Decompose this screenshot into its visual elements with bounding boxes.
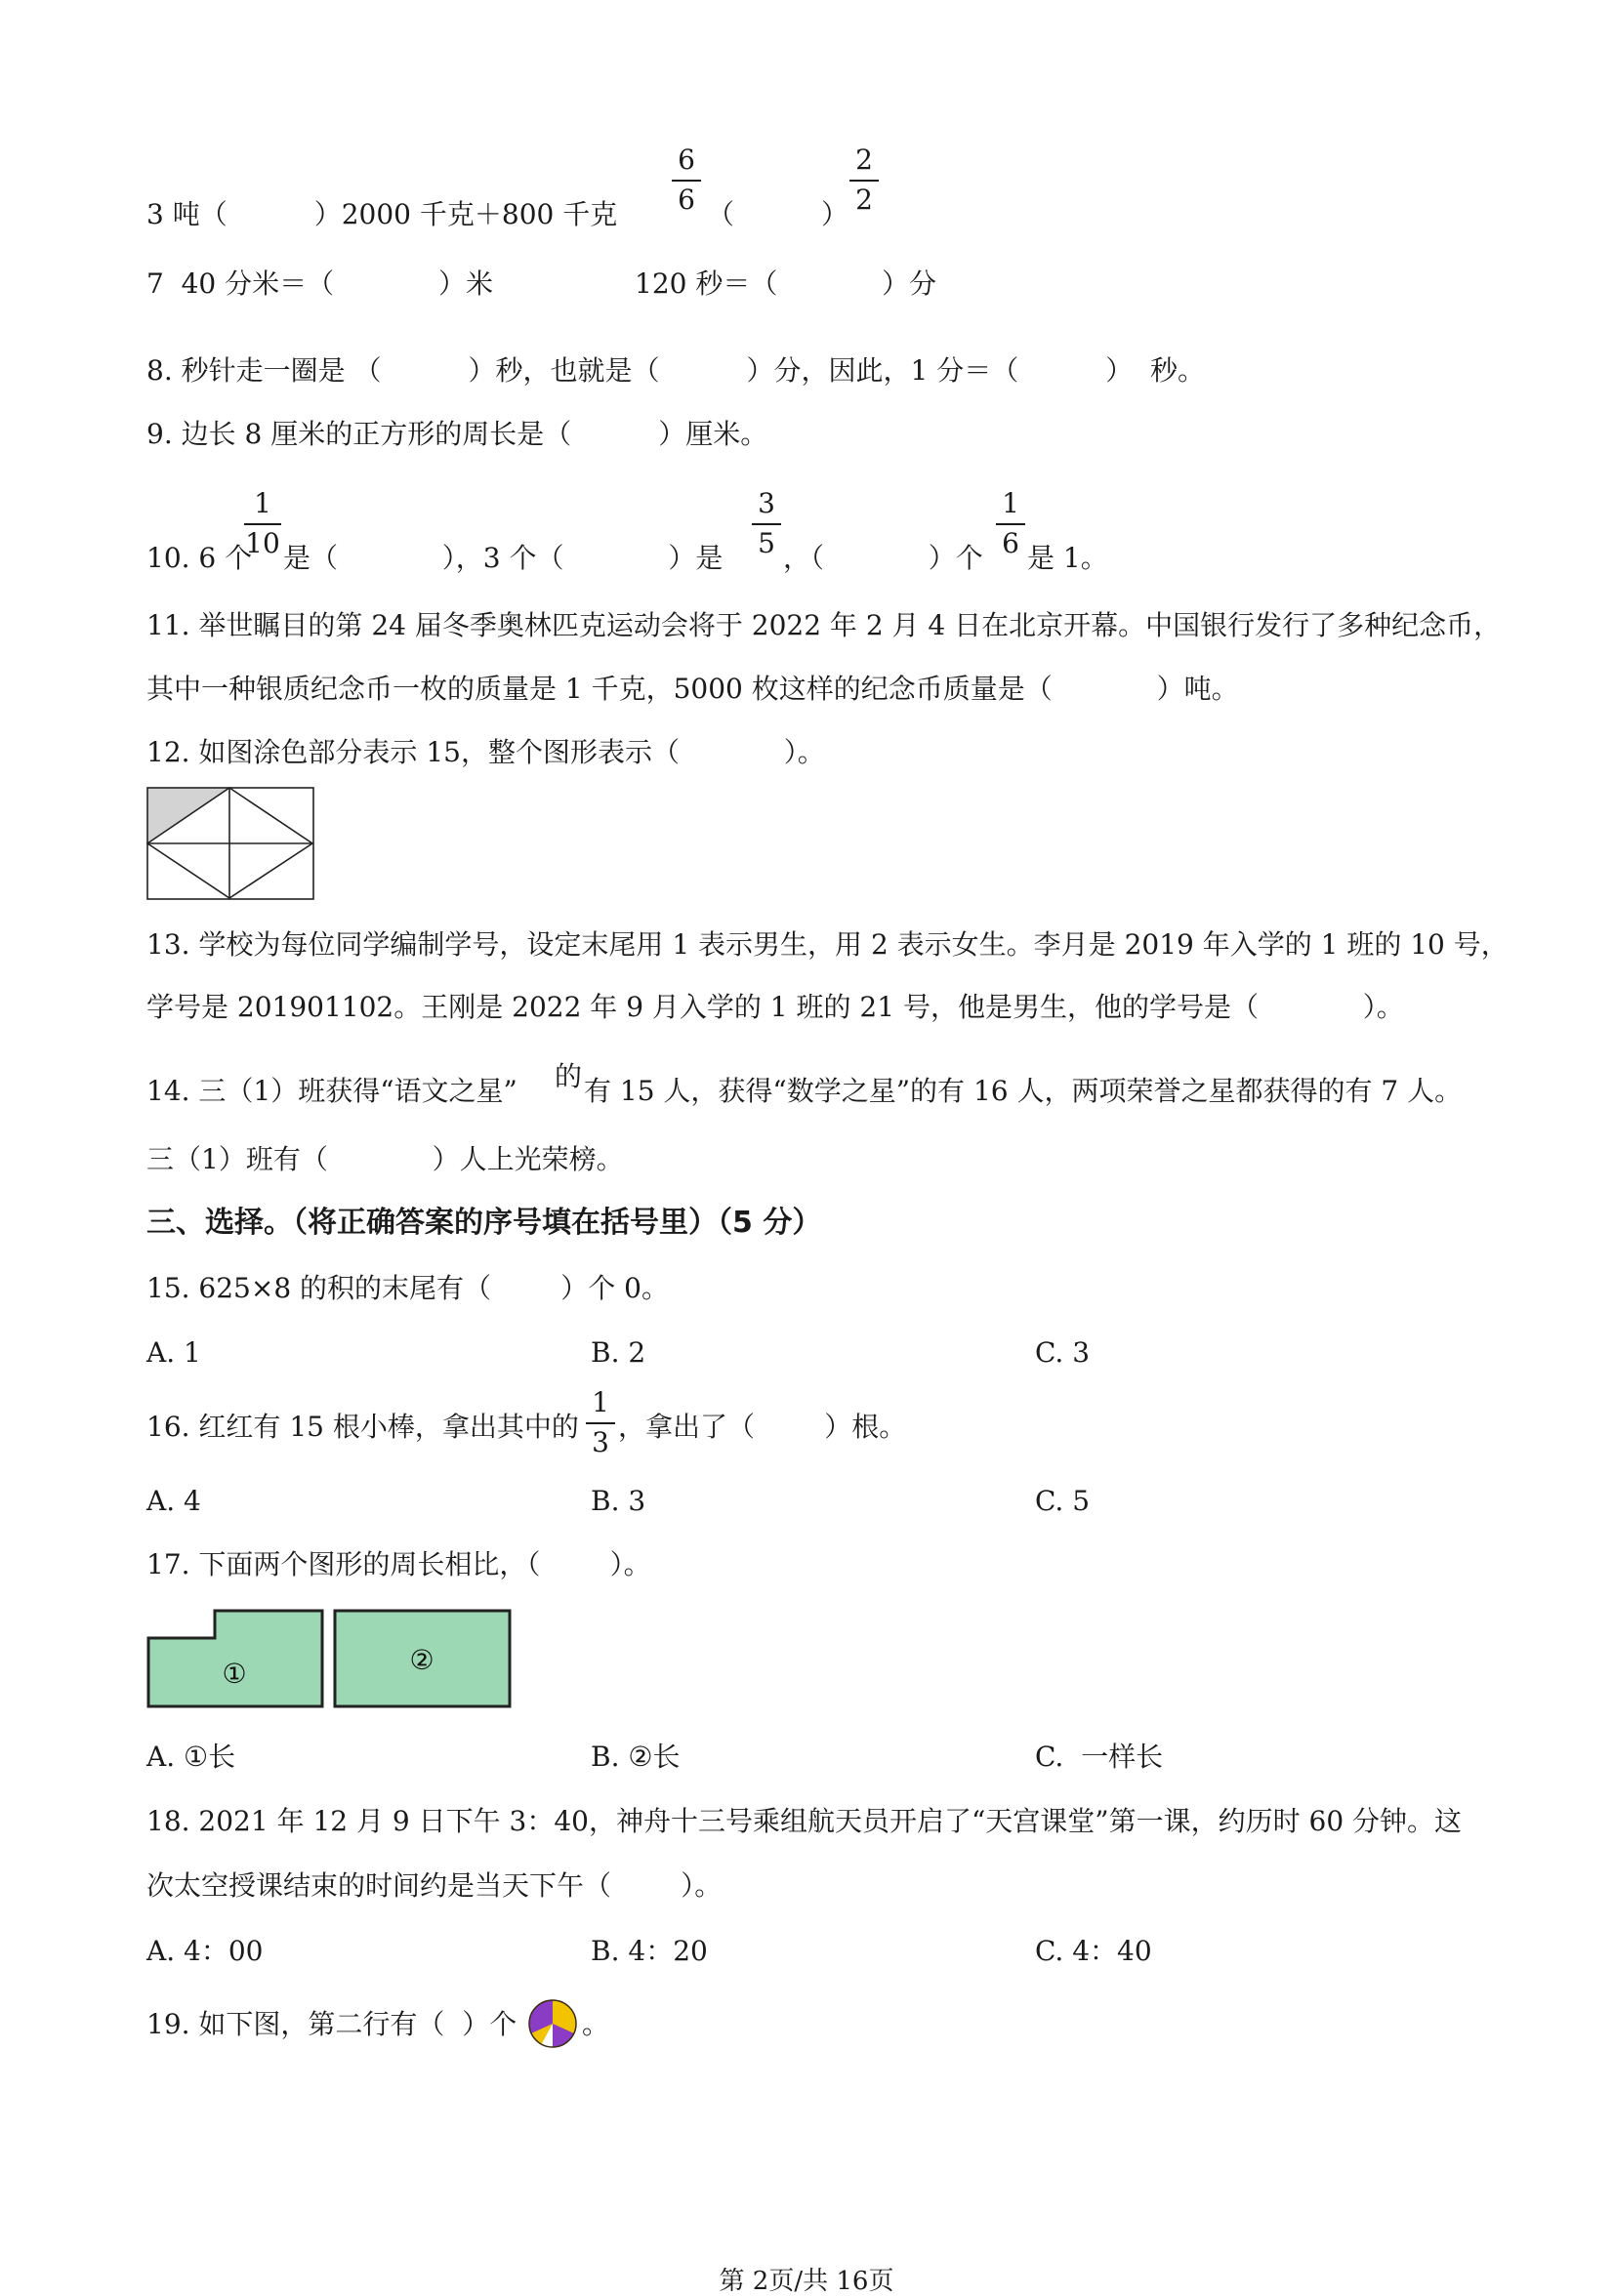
shape-2-label: ② <box>409 1644 434 1676</box>
q14-text-1b: 有 15 人，获得“数学之星”的有 16 人，两项荣誉之星都获得的有 7 人。 <box>584 1075 1463 1107</box>
q9-text: 9. 边长 8 厘米的正方形的周长是（ ）厘米。 <box>146 418 768 450</box>
q16-option-a: A. 4 <box>146 1485 201 1517</box>
q15-option-b: B. 2 <box>591 1336 646 1369</box>
fraction-1-10: 1 10 <box>245 487 280 559</box>
q7-text-right: 120 秒＝（ ）分 <box>635 267 937 300</box>
q18-text-1: 18. 2021 年 12 月 9 日下午 3：40，神舟十三号乘组航天员开启了“天宫课堂”第一课，约历时 60 分钟。这 <box>146 1805 1463 1837</box>
fraction-1-6: 1 6 <box>996 490 1025 557</box>
q15-text: 15. 625×8 的积的末尾有（ ）个 0。 <box>146 1272 669 1304</box>
q17-option-c: C. 一样长 <box>1035 1741 1164 1773</box>
q14-text-1a: 14. 三（1）班获得“语文之星” <box>146 1075 517 1107</box>
q17-option-a: A. ①长 <box>146 1741 236 1773</box>
q16-option-b: B. 3 <box>591 1485 646 1517</box>
q17-figure <box>146 1609 514 1710</box>
fraction-2-2: 2 2 <box>849 146 879 214</box>
q10-text-c: ，（ ）个 <box>783 542 983 574</box>
q18-option-b: B. 4：20 <box>591 1935 708 1967</box>
q16-text-a: 16. 红红有 15 根小棒，拿出其中的 <box>146 1411 579 1443</box>
q13-text-2: 学号是 201901102。王刚是 2022 年 9 月入学的 1 班的 21 号，他是男生，他的学号是（ ）。 <box>146 991 1404 1023</box>
q18-text-2: 次太空授课结束的时间约是当天下午（ ）。 <box>146 1869 723 1902</box>
fraction-3-5: 3 5 <box>752 490 781 557</box>
q6-text-left: 3 吨（ ）2000 千克＋800 千克 <box>146 198 618 230</box>
q7-text-left: 7 40 分米＝（ ）米 <box>146 267 493 300</box>
q19-text-a: 19. 如下图，第二行有（ ）个 <box>146 2008 517 2040</box>
q12-text: 12. 如图涂色部分表示 15，整个图形表示（ ）。 <box>146 736 825 768</box>
q11-text-2: 其中一种银质纪念币一枚的质量是 1 千克，5000 枚这样的纪念币质量是（ ）吨。 <box>146 673 1239 705</box>
q18-option-a: A. 4：00 <box>146 1935 264 1967</box>
shape-1-label: ① <box>222 1658 247 1690</box>
ball-icon <box>527 1998 578 2049</box>
q6-blank: （ ） <box>707 198 849 230</box>
q8-text: 8. 秒针走一圈是 （ ）秒，也就是（ ）分，因此，1 分＝（ ） 秒。 <box>146 354 1206 387</box>
q12-figure <box>146 787 314 900</box>
q17-option-b: B. ②长 <box>591 1741 681 1773</box>
q10-text-b: 是（ ），3 个（ ）是 <box>283 542 724 574</box>
q17-text: 17. 下面两个图形的周长相比，（ ）。 <box>146 1548 651 1580</box>
section-heading-choice: 三、选择。（将正确答案的序号填在括号里）（5 分） <box>146 1206 822 1240</box>
q16-option-c: C. 5 <box>1035 1485 1091 1517</box>
q10-text-d: 是 1。 <box>1027 542 1108 574</box>
q16-text-b: ，拿出了（ ）根。 <box>618 1411 907 1443</box>
q15-option-c: C. 3 <box>1035 1336 1091 1369</box>
q15-option-a: A. 1 <box>146 1336 201 1369</box>
q14-sup-char: 的 <box>555 1060 583 1092</box>
q19-text-b: 。 <box>582 2008 610 2040</box>
q11-text-1: 11. 举世瞩目的第 24 届冬季奥林匹克运动会将于 2022 年 2 月 4 日在北京开幕。中国银行发行了多种纪念币， <box>146 609 1502 641</box>
fraction-1-3: 1 3 <box>586 1389 615 1456</box>
page-footer: 第 2页/共 16页 <box>719 2267 894 2296</box>
q13-text-1: 13. 学校为每位同学编制学号，设定末尾用 1 表示男生，用 2 表示女生。李月是 2019 年入学的 1 班的 10 号， <box>146 928 1509 961</box>
fraction-6-6: 6 6 <box>672 146 701 214</box>
q18-option-c: C. 4：40 <box>1035 1935 1152 1967</box>
q14-text-2: 三（1）班有（ ）人上光荣榜。 <box>146 1143 624 1175</box>
q10-text-a: 10. 6 个 <box>146 542 253 574</box>
